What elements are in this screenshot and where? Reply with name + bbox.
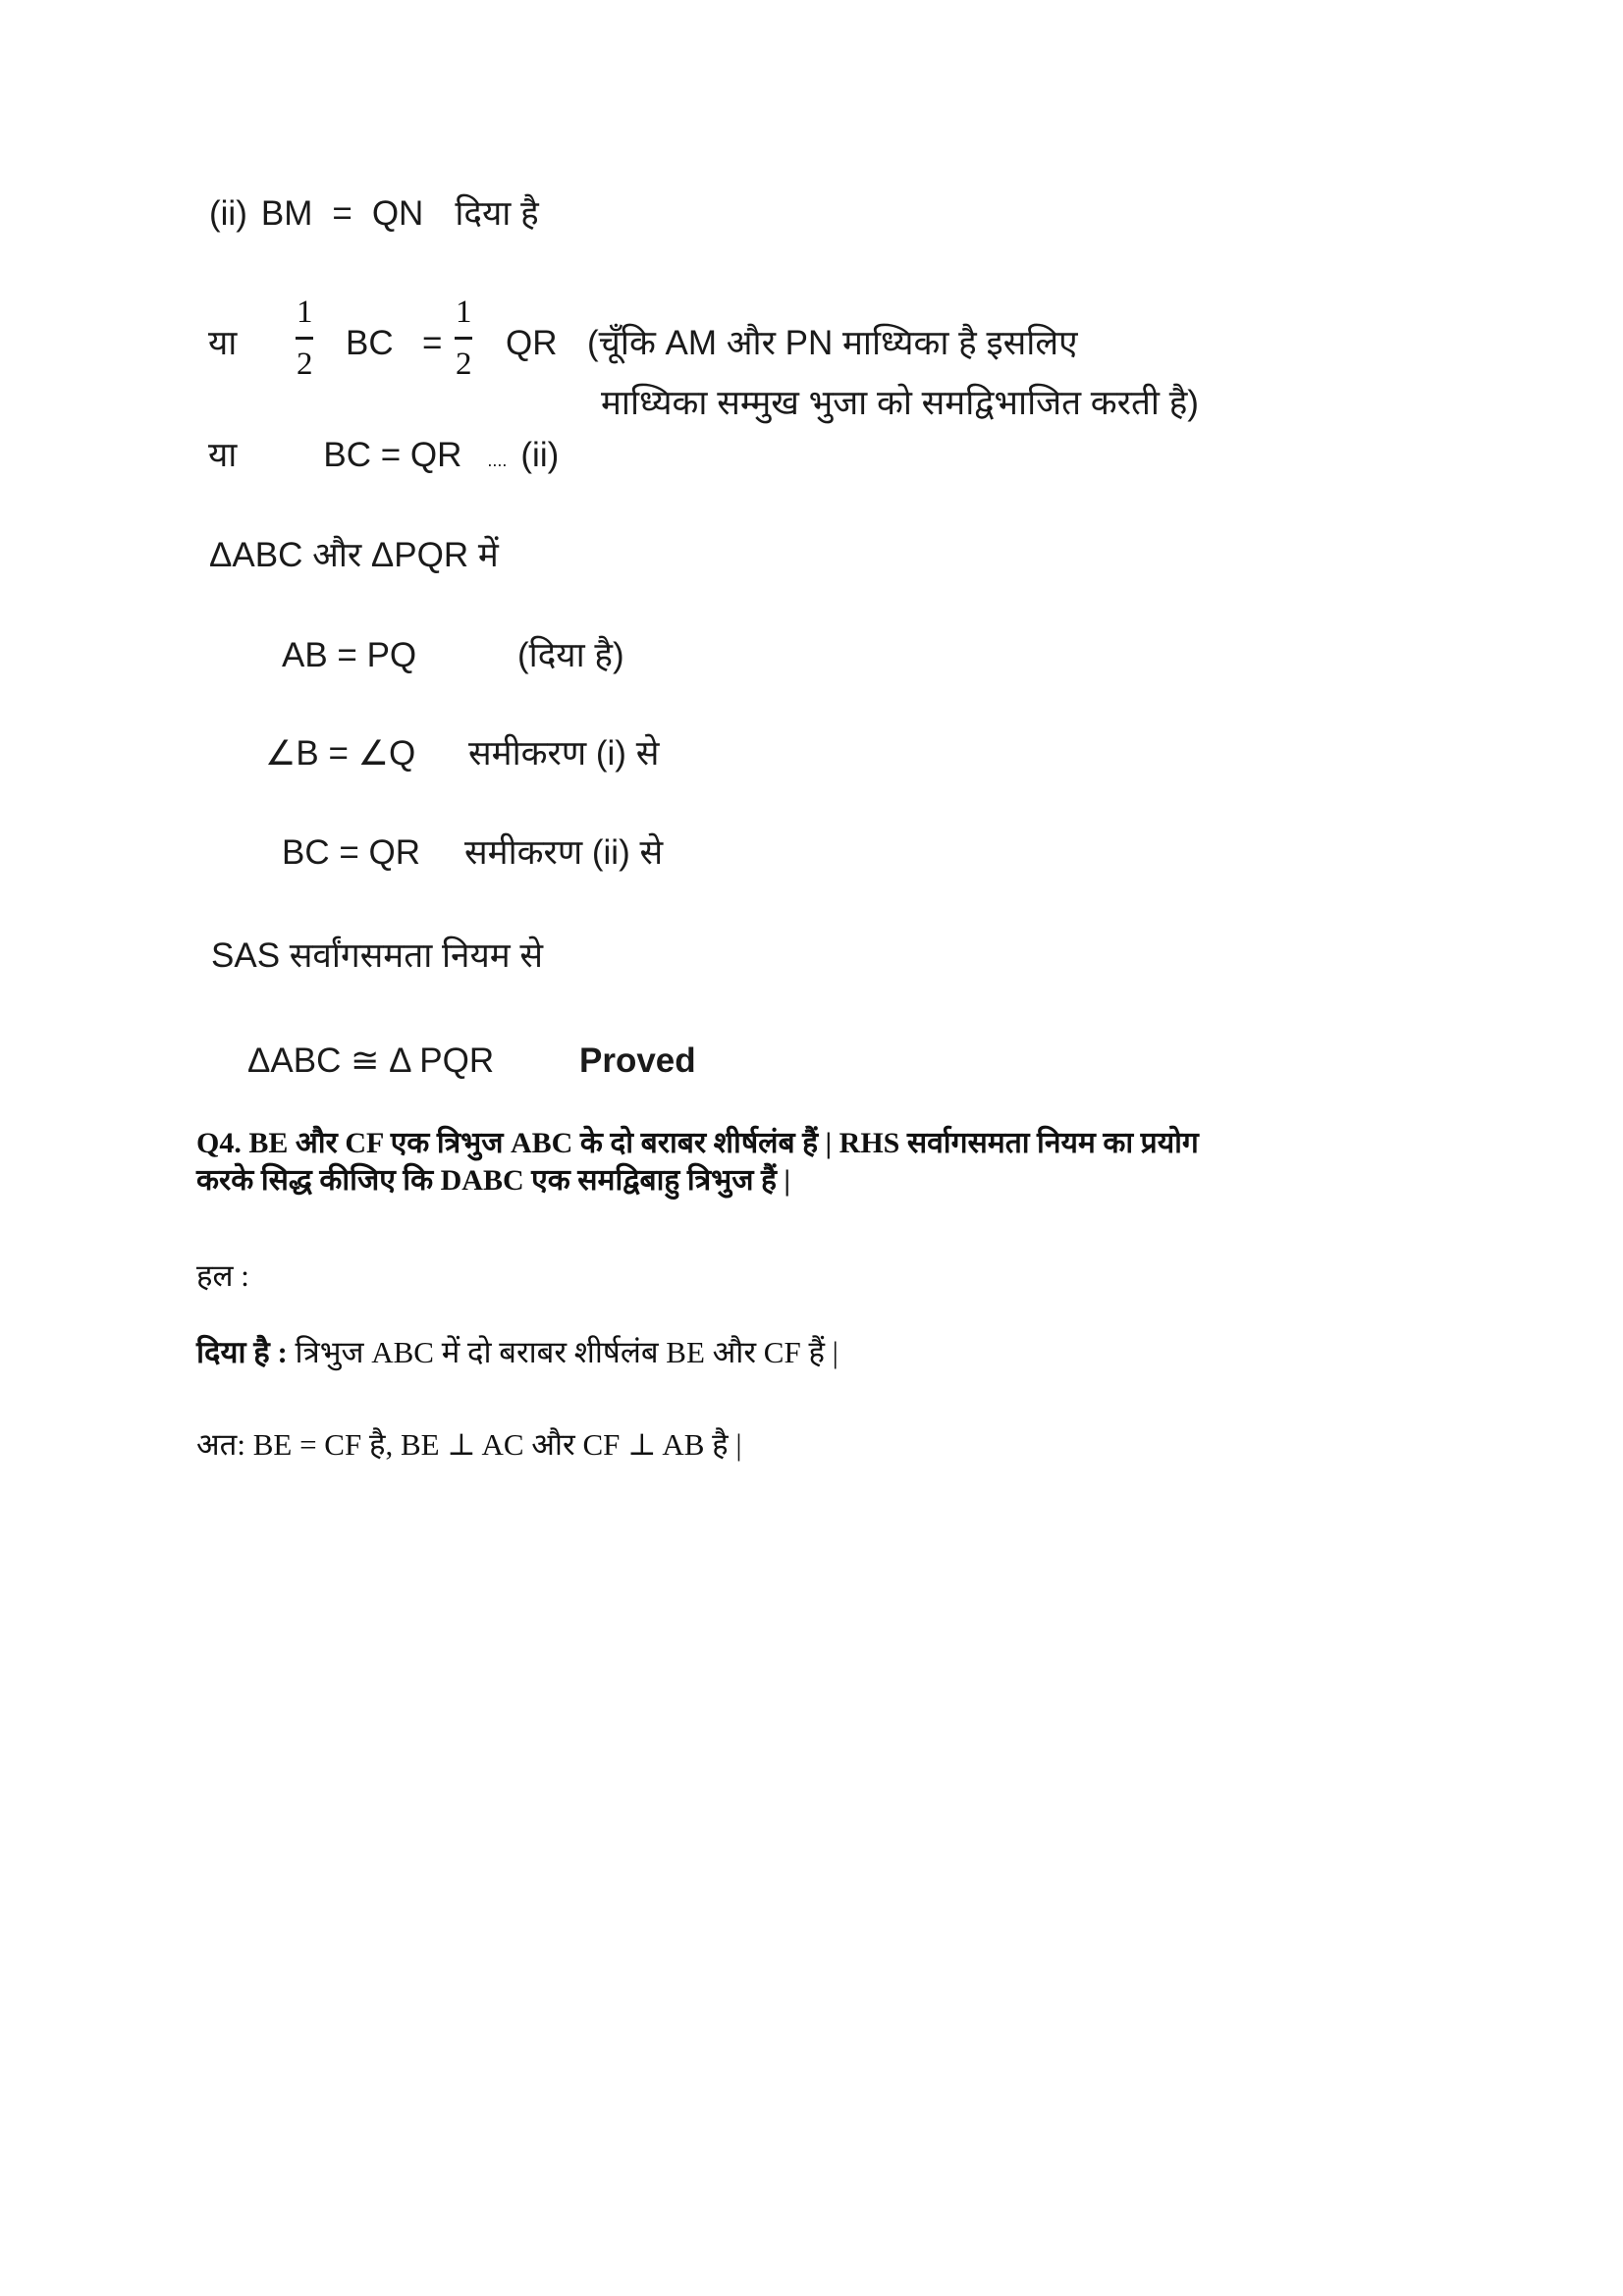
given-label: दिया है : xyxy=(196,1335,288,1369)
half-line-lhs: BC xyxy=(346,324,394,362)
comparison-heading: ΔABC और ΔPQR में xyxy=(209,536,499,574)
given-statement xyxy=(196,1337,839,1367)
equation-tag: (ii) xyxy=(520,436,560,474)
fraction-bar xyxy=(296,337,313,340)
comparison-row-1-expr: AB = PQ xyxy=(282,636,417,674)
lhs: BM xyxy=(260,194,313,233)
median-reason-line1: (चूँकि AM और PN माध्यिका है इसलिए xyxy=(587,324,1078,362)
step-label: (ii) xyxy=(209,194,247,233)
hence-statement: अत: BE = CF है, BE ⊥ AC और CF ⊥ AB है | xyxy=(196,1427,742,1462)
result-prefix: या xyxy=(208,436,238,474)
comparison-row-1-reason: (दिया है) xyxy=(517,636,624,674)
result-expr: BC = QR xyxy=(323,436,462,474)
comparison-row-3-reason: समीकरण (ii) से xyxy=(464,833,664,872)
fraction-half-1 xyxy=(295,296,315,381)
proved-label: Proved xyxy=(579,1041,696,1080)
denominator: 2 xyxy=(456,347,472,382)
fraction-half-2 xyxy=(454,296,474,381)
half-line-prefix: या xyxy=(208,324,238,362)
fraction-bar xyxy=(455,337,472,340)
question-4-line1: Q4. BE और CF एक त्रिभुज ABC के दो बराबर शीर्षलंब हैं | RHS सर्वागसमता नियम का प्रयोग xyxy=(196,1127,1199,1159)
given-text: त्रिभुज ABC में दो बराबर शीर्षलंब BE और CF हैं | xyxy=(295,1335,839,1369)
sas-rule-line: SAS सर्वांगसमता नियम से xyxy=(211,936,544,975)
median-reason-line2: माध्यिका सम्मुख भुजा को समद्विभाजित करती है) xyxy=(601,384,1199,422)
comparison-row-3-expr: BC = QR xyxy=(282,833,421,872)
result-line xyxy=(208,438,559,472)
solution-label: हल : xyxy=(196,1258,249,1293)
ellipsis: .... xyxy=(487,451,508,470)
equals-sign: = xyxy=(332,194,352,233)
numerator: 1 xyxy=(297,294,313,330)
numerator: 1 xyxy=(456,294,472,330)
half-line-rhs: QR xyxy=(506,324,558,362)
half-line-equals: = xyxy=(422,324,443,362)
given-note: दिया है xyxy=(455,194,539,233)
given-bm-qn-line xyxy=(209,196,539,231)
rhs: QN xyxy=(371,194,424,233)
comparison-row-2-expr: ∠B = ∠Q xyxy=(265,734,416,773)
question-4-line2: करके सिद्ध कीजिए कि DABC एक समद्विबाहु त्रिभुज हैं | xyxy=(196,1164,791,1197)
denominator: 2 xyxy=(297,347,313,382)
comparison-row-2-reason: समीकरण (i) से xyxy=(468,734,660,773)
congruence-conclusion: ΔABC ≅ Δ PQR xyxy=(247,1041,495,1080)
